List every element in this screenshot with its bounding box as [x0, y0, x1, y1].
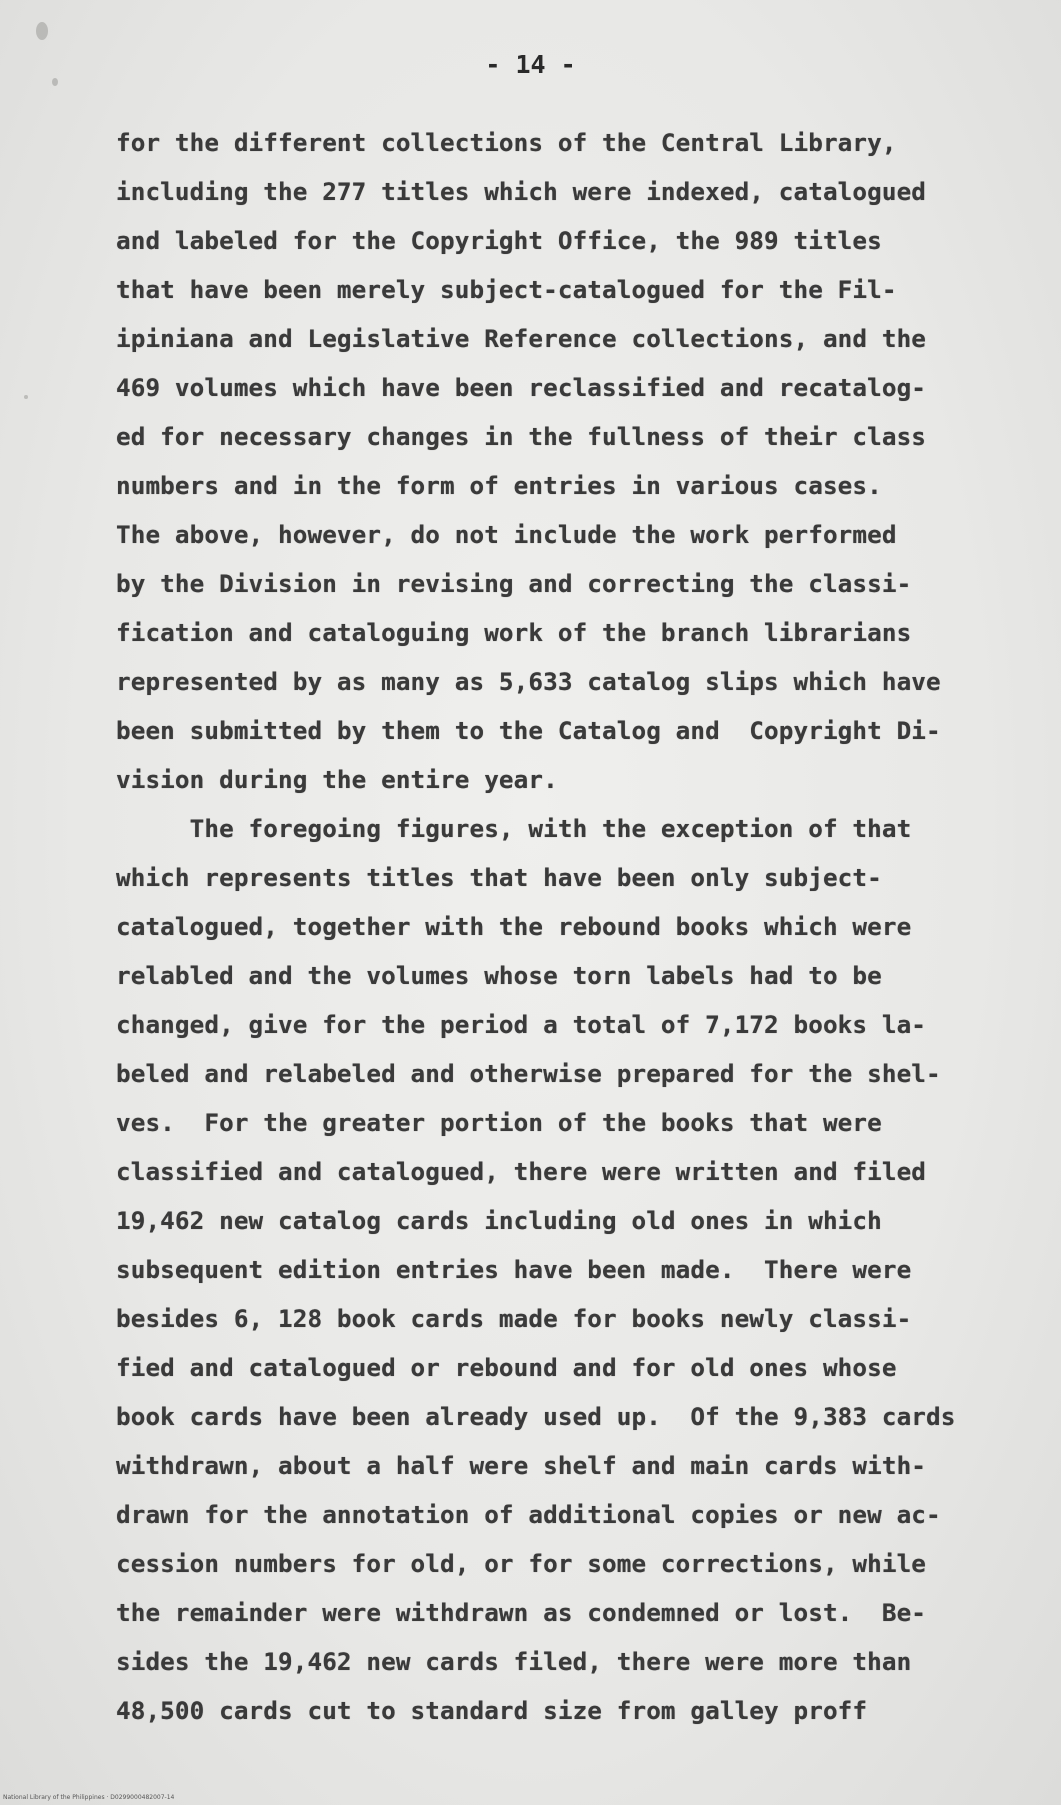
text-line: represented by as many as 5,633 catalog slips which have	[116, 667, 941, 696]
text-line: fied and catalogued or rebound and for old ones whose	[116, 1353, 897, 1382]
text-line: beled and relabeled and otherwise prepared for the shel-	[116, 1059, 941, 1088]
text-line: including the 277 titles which were indexed, catalogued	[116, 177, 927, 206]
text-line: withdrawn, about a half were shelf and main cards with-	[116, 1451, 927, 1480]
text-line: fication and cataloguing work of the branch librarians	[116, 618, 912, 647]
text-line: been submitted by them to the Catalog and Copyright Di-	[116, 716, 941, 745]
text-line: the remainder were withdrawn as condemned or lost. Be-	[116, 1598, 927, 1627]
text-line: vision during the entire year.	[116, 765, 558, 794]
text-line: for the different collections of the Central Library,	[116, 128, 897, 157]
text-line: ed for necessary changes in the fullness of their class	[116, 422, 927, 451]
text-line: classified and catalogued, there were written and filed	[116, 1157, 927, 1186]
text-line: cession numbers for old, or for some corrections, while	[116, 1549, 927, 1578]
text-line: that have been merely subject-catalogued for the Fil-	[116, 275, 897, 304]
paper-blemish	[24, 395, 28, 399]
paper-blemish	[36, 22, 48, 40]
text-line: by the Division in revising and correcting the classi-	[116, 569, 912, 598]
text-line: numbers and in the form of entries in various cases.	[116, 471, 882, 500]
text-line: 48,500 cards cut to standard size from galley proff	[116, 1696, 868, 1725]
paper-blemish	[52, 78, 58, 86]
text-line: 469 volumes which have been reclassified and recatalog-	[116, 373, 927, 402]
text-line: ipiniana and Legislative Reference collections, and the	[116, 324, 927, 353]
text-line: ves. For the greater portion of the books that were	[116, 1108, 882, 1137]
footer-credit: National Library of the Philippines · D0299000482007-14	[3, 1794, 175, 1801]
text-line: changed, give for the period a total of 7,172 books la-	[116, 1010, 927, 1039]
text-line: which represents titles that have been only subject-	[116, 863, 882, 892]
text-line: besides 6, 128 book cards made for books newly classi-	[116, 1304, 912, 1333]
text-line: drawn for the annotation of additional copies or new ac-	[116, 1500, 941, 1529]
text-line: relabled and the volumes whose torn labels had to be	[116, 961, 882, 990]
text-line: book cards have been already used up. Of the 9,383 cards	[116, 1402, 956, 1431]
text-line: and labeled for the Copyright Office, the 989 titles	[116, 226, 882, 255]
text-line: catalogued, together with the rebound books which were	[116, 912, 912, 941]
text-line: The above, however, do not include the work performed	[116, 520, 897, 549]
page-number: - 14 -	[485, 50, 576, 79]
text-line: subsequent edition entries have been made. There were	[116, 1255, 912, 1284]
text-line: 19,462 new catalog cards including old ones in which	[116, 1206, 882, 1235]
text-line: sides the 19,462 new cards filed, there were more than	[116, 1647, 912, 1676]
body-text	[116, 118, 976, 1735]
text-line: The foregoing figures, with the exception of that	[116, 814, 912, 843]
